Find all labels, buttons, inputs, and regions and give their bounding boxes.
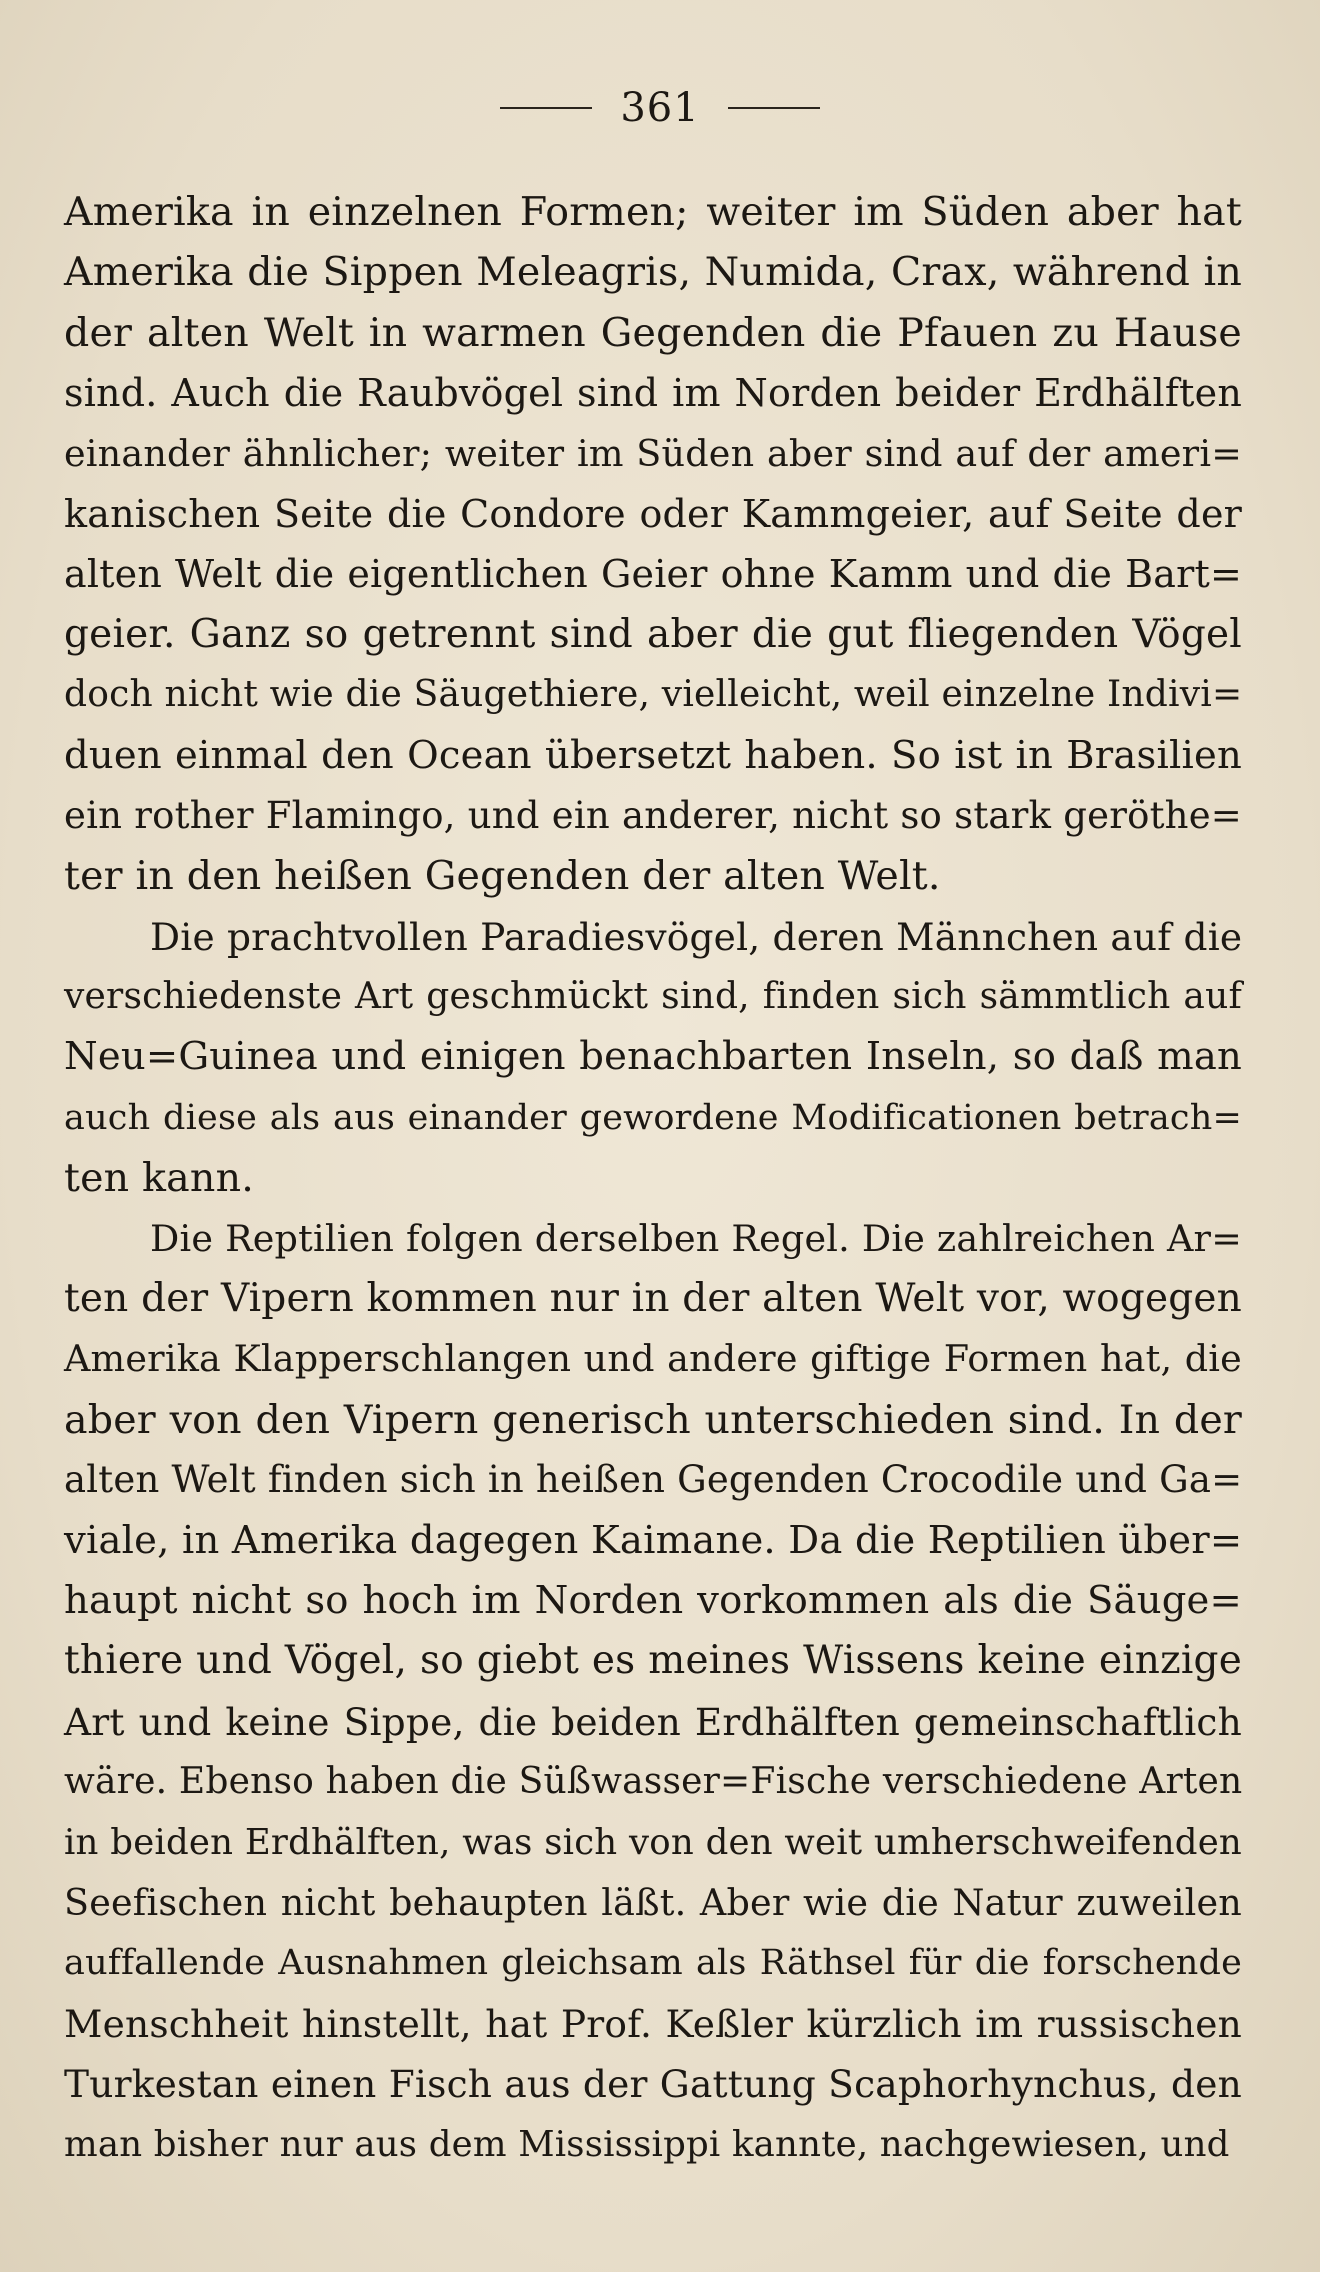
text-line: sind. Auch die Raubvögel sind im Norden beider Erdhälften (64, 371, 1242, 416)
text-line: ten kann. (64, 1155, 254, 1202)
text-line: Amerika Klapperschlangen und andere giftige Formen hat, die (64, 1337, 1242, 1381)
text-line: doch nicht wie die Säugethiere, vielleicht, weil einzelne Indivi= (64, 674, 1243, 716)
header-rule-right (728, 107, 820, 109)
body-text (64, 182, 1242, 2175)
text-line: ten der Vipern kommen nur in der alten Welt vor, wogegen (64, 1276, 1242, 1322)
text-line: Seefischen nicht behaupten läßt. Aber wie die Natur zuweilen (64, 1880, 1242, 1924)
text-line: alten Welt die eigentlichen Geier ohne Kamm und die Bart= (64, 552, 1242, 597)
text-line: man bisher nur aus dem Mississippi kannte, nachgewiesen, und (64, 2123, 1230, 2165)
paragraph (64, 182, 1242, 907)
text-line: Menschheit hinstellt, hat Prof. Keßler kürzlich im russischen (64, 2001, 1242, 2046)
text-line: haupt nicht so hoch im Norden vorkommen als die Säuge= (64, 1577, 1242, 1623)
text-line: einander ähnlicher; weiter im Süden aber sind auf der ameri= (64, 431, 1242, 475)
text-line: verschiedenste Art geschmückt sind, finden sich sämmtlich auf (64, 976, 1242, 1018)
page-header (0, 78, 1320, 138)
text-line: Die Reptilien folgen derselben Regel. Die zahlreichen Ar= (150, 1216, 1242, 1260)
text-line: thiere und Vögel, so giebt es meines Wissens keine einzige (64, 1638, 1242, 1684)
text-line: der alten Welt in warmen Gegenden die Pfauen zu Hause (64, 309, 1242, 356)
text-line: Art und keine Sippe, die beiden Erdhälften gemeinschaftlich (64, 1699, 1242, 1744)
text-line: auch diese als aus einander gewordene Modificationen betrach= (64, 1097, 1242, 1138)
text-line: alten Welt finden sich in heißen Gegenden Crocodile und Ga= (64, 1458, 1243, 1502)
paragraph (64, 1209, 1242, 2175)
text-line: viale, in Amerika dagegen Kaimane. Da die Reptilien über= (64, 1517, 1243, 1563)
text-line: Turkestan einen Fisch aus der Gattung Scaphorhynchus, den (64, 2062, 1242, 2107)
text-line: duen einmal den Ocean übersetzt haben. So ist in Brasilien (64, 732, 1242, 778)
header-rule-left (500, 107, 592, 109)
text-line: Amerika in einzelnen Formen; weiter im Süden aber hat (64, 189, 1242, 235)
text-line: geier. Ganz so getrennt sind aber die gut fliegenden Vögel (64, 611, 1242, 657)
text-line: Neu=Guinea und einigen benachbarten Inseln, so daß man (64, 1034, 1242, 1080)
page-number: 361 (620, 85, 700, 131)
text-line: ter in den heißen Gegenden der alten Welt. (64, 853, 941, 900)
text-line: ein rother Flamingo, und ein anderer, nicht so stark geröthe= (64, 793, 1242, 837)
text-line: Die prachtvollen Paradiesvögel, deren Männchen auf die (150, 914, 1243, 959)
text-line: aber von den Vipern generisch unterschieden sind. In der (64, 1396, 1242, 1443)
text-line: Amerika die Sippen Meleagris, Numida, Crax, während in (64, 249, 1242, 296)
paragraph (64, 907, 1242, 1209)
text-line: in beiden Erdhälften, was sich von den weit umherschweifenden (64, 1821, 1242, 1863)
text-line: kanischen Seite die Condore oder Kammgeier, auf Seite der (64, 491, 1242, 536)
text-line: auffallende Ausnahmen gleichsam als Räthsel für die forschende (64, 1943, 1242, 1984)
text-line: wäre. Ebenso haben die Süßwasser=Fische verschiedene Arten (64, 1761, 1243, 1803)
